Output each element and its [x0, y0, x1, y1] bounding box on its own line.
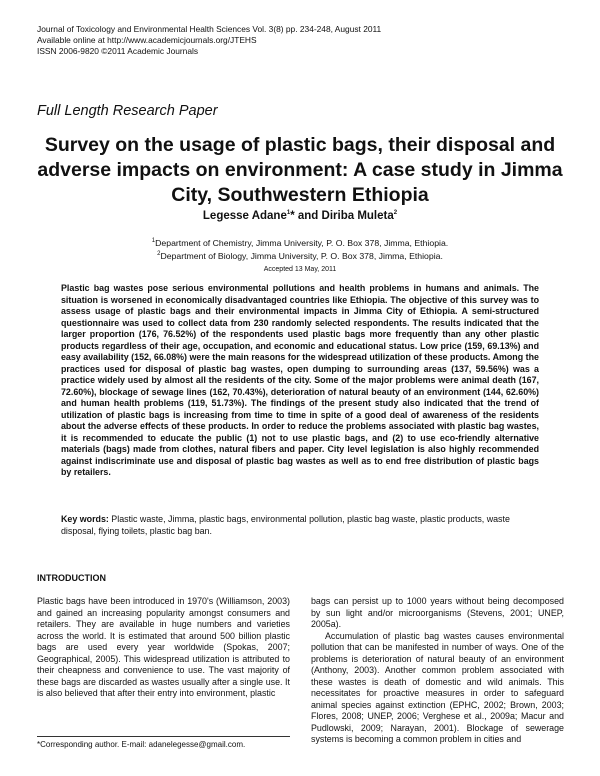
journal-citation: Journal of Toxicology and Environmental Health Sciences Vol. 3(8) pp. 234-248, August 2011: [37, 24, 382, 34]
affiliation: [0, 249, 600, 262]
keywords: [61, 514, 539, 537]
authors: [0, 210, 600, 222]
affiliation-sup: 2: [157, 250, 161, 257]
author-2-sup: 2: [393, 210, 398, 217]
paper-title: Survey on the usage of plastic bags, their disposal and adverse impacts on environment: A case study in Jimma City, Southwestern Ethiopia: [37, 134, 563, 206]
article-type: Full Length Research Paper: [37, 103, 218, 119]
abstract: Plastic bag wastes pose serious environmental pollutions and health problems in humans and animals. The situation is worsened in economically disadvantaged countries like Ethiopia. The objective of this survey was to assess usage of plastic bags and their environmental impacts in Jimma City of Ethiopia. A semi-structured questionnaire was used to collect data from 230 randomly selected respondents. The results indicated that the larger proportion (176, 76.52%) of the respondents used plastic bags more frequently than any other plastic products regardless of their age, occupation, and economic and educational status. Low price (159, 69.13%) and easy availability (152, 66.08%) were the main reasons for the widespread utilization of these products. Among the practices used for disposal of plastic bag wastes, open dumping to surrounding areas (137, 59.56%) was a practice widely used by almost all the residents of the city. Some of the major problems were animal death (167, 72.60%), blockage of sewage lines (162, 70.43%), deterioration of natural beauty of an environment (144, 62.60%) and human health problems (119, 51.73%). The findings of the present study also indicated that the trend of utilization of plastic bags is increasing from time to time in spite of a good deal of awareness of the residents about the adverse effects of these products. In order to reduce the problems associated with plastic bag wastes, it is recommended to educate the public (1) not to use plastic bags, and (2) to use eco-friendly alternative materials (bags) made from clothes, natural fibers and paper. City level legislation is also highly recommended against indiscriminate use and disposal of plastic bag wastes as well as to end free distribution of plastic bags by retailers.: [61, 283, 539, 477]
footnote: *Corresponding author. E-mail: adanelegesse@gmail.com.: [37, 736, 290, 749]
corresponding-mark: *: [290, 210, 295, 222]
author-2: Diriba Muleta: [321, 210, 394, 222]
keywords-label: Key words:: [61, 514, 109, 524]
paragraph: bags can persist up to 1000 years without being decomposed by sun light and/or microorganisms (Stevens, 2001; UNEP, 2005a).: [311, 596, 564, 629]
body-column-right: [311, 596, 564, 746]
journal-url: Available online at http://www.academicjournals.org/JTEHS: [37, 35, 257, 45]
paragraph: Accumulation of plastic bag wastes causes environmental pollution that can be manifested in number of ways. One of the problems is deterioration of natural beauty of an environment (Anthony, 2003). Another common problem associated with these wastes is death of domestic and wild animals. This necessitates for proactive measures in order to safeguard animal species against extinction (EPHC, 2002; Brown, 2003; Flores, 2008; UNEP, 2006; Verghese et al., 2009a; Macur and Pudlowski, 2009; Narayan, 2001). Blockage of sewerage systems is becoming a common problem in cities and: [311, 630, 564, 744]
journal-issn: ISSN 2006-9820 ©2011 Academic Journals: [37, 46, 199, 56]
affiliations: [0, 236, 600, 262]
affiliation-sup: 1: [151, 238, 156, 244]
keywords-text: Plastic waste, Jimma, plastic bags, environmental pollution, plastic bag waste, plastic products, waste disposal, flying toilets, plastic bag ban.: [61, 514, 510, 536]
affiliation-text: Department of Biology, Jimma University, P. O. Box 378, Jimma, Ethiopia.: [160, 250, 443, 261]
authors-and: and: [294, 210, 322, 222]
accepted-date: Accepted 13 May, 2011: [263, 266, 337, 273]
section-heading-introduction: INTRODUCTION: [37, 573, 106, 583]
affiliation-text: Department of Chemistry, Jimma University, P. O. Box 378, Jimma, Ethiopia.: [155, 237, 449, 248]
journal-header: [37, 24, 381, 57]
body-column-left: Plastic bags have been introduced in 1970's (Williamson, 2003) and gained an increasing popularity amongst consumers and retailers. They are available in huge numbers and varieties across the world. It is estimated that around 500 billion plastic bags are used every year worldwide (Spokas, 2007; Geographical, 2005). This widespread utilization is attributed to their cheapness and convenience to use. The vast majority of these bags are discarded as wastes usually after a single use. It is also believed that after their entry into environment, plastic: [37, 596, 290, 698]
affiliation: [0, 236, 600, 249]
author-1-sup: 1: [286, 210, 291, 217]
author-1: Legesse Adane: [202, 210, 287, 222]
